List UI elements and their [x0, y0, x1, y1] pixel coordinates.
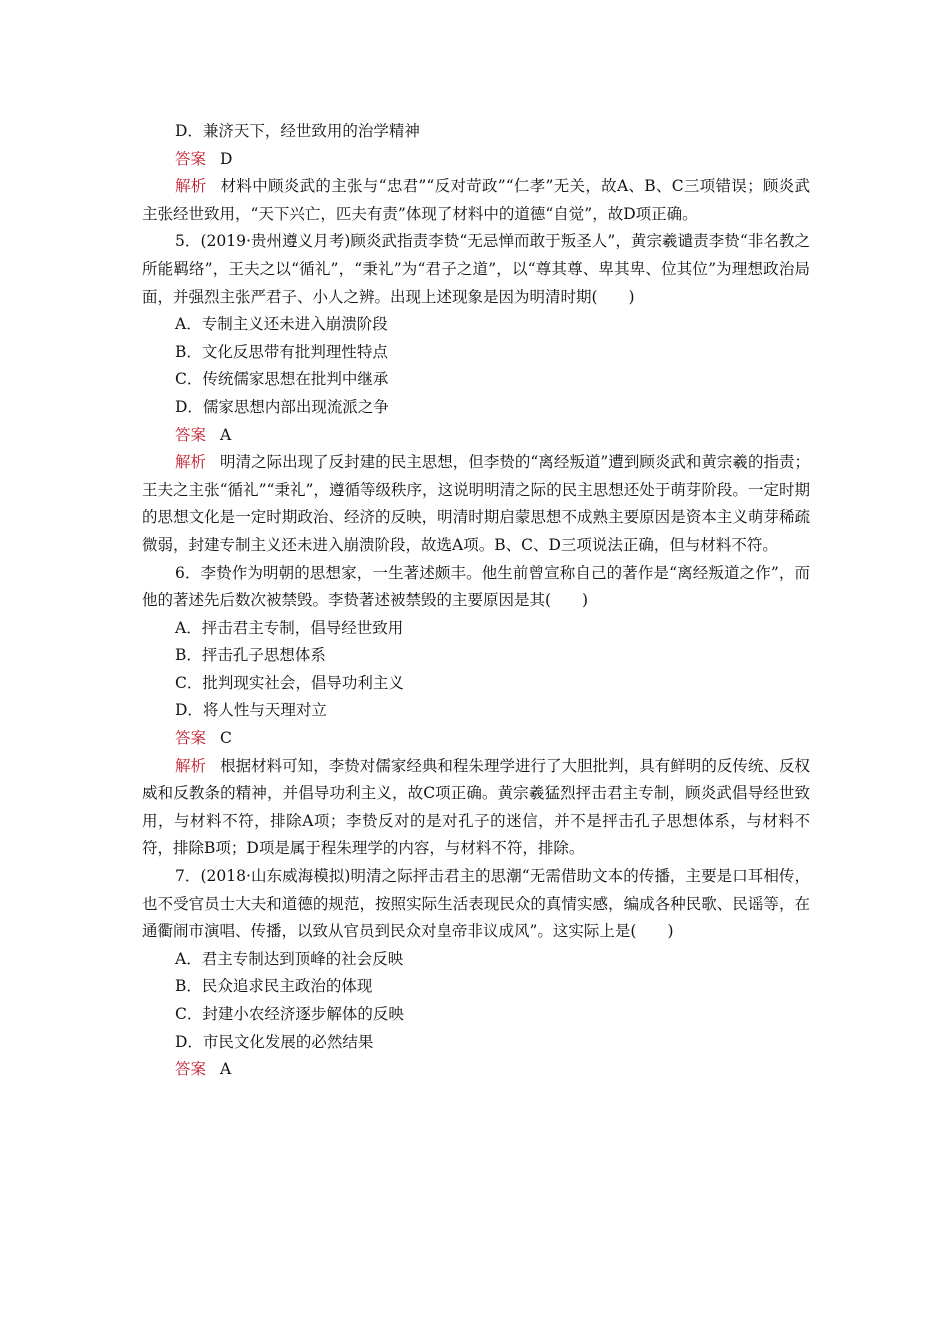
- q5-analysis: [142, 449, 810, 559]
- q4-analysis-text: 材料中顾炎武的主张与“忠君”“反对苛政”“仁孝”无关，故A、B、C三项错误；顾炎武主张经世致用，“天下兴亡，匹夫有责”体现了材料中的道德“自觉”，故D项正确。: [142, 177, 810, 223]
- q7-stem: 7．(2018·山东威海模拟)明清之际抨击君主的思潮“无需借助文本的传播，主要是口耳相传，也不受官员士大夫和道德的规范，按照实际生活表现民众的真情实感，编成各种民歌、民谣等，在通衢闹市演唱、传播，以致从官员到民众对皇帝非议成风”。这实际上是( ): [142, 867, 810, 941]
- q5-stem: 5．(2019·贵州遵义月考)顾炎武指责李贽“无忌惮而敢于叛圣人”，黄宗羲谴责李贽“非名教之所能羁络”，王夫之以“循礼”，“秉礼”为“君子之道”，以“尊其尊、卑其卑、位其位”为理想政治局面，并强烈主张严君子、小人之辨。出现上述现象是因为明清时期( ): [142, 232, 810, 306]
- q6-stem: 6．李贽作为明朝的思想家，一生著述颇丰。他生前曾宣称自己的著作是“离经叛道之作”，而他的著述先后数次被禁毁。李贽著述被禁毁的主要原因是其( ): [142, 563, 810, 610]
- q6-option-d: D．将人性与天理对立: [175, 701, 327, 720]
- q5-option-a: A．专制主义还未进入崩溃阶段: [175, 315, 388, 334]
- q4-option-d: D．兼济天下，经世致用的治学精神: [175, 122, 420, 140]
- answer-label: 答案: [175, 149, 207, 168]
- q6-analysis-text: 根据材料可知，李贽对儒家经典和程朱理学进行了大胆批判，具有鲜明的反传统、反权威和反教条的精神，并倡导功利主义，故C项正确。黄宗羲猛烈抨击君主专制，顾炎武倡导经世致用，与材料不符，排除A项；李贽反对的是对孔子的迷信，并不是抨击孔子思想体系，与材料不符，排除B项；D项是属于程朱理学的内容，与材料不符，排除。: [142, 756, 810, 858]
- q5-analysis-text: 明清之际出现了反封建的民主思想，但李贽的“离经叛道”遭到顾炎武和黄宗羲的指责；王夫之主张“循礼”“秉礼”，遵循等级秩序，这说明明清之际的民主思想还处于萌芽阶段。一定时期的思想文化是一定时期政治、经济的反映，明清时期启蒙思想不成熟主要原因是资本主义萌芽稀疏微弱，封建专制主义还未进入崩溃阶段，故选A项。B、C、D三项说法正确，但与材料不符。: [142, 453, 810, 554]
- q6-answer-value: C: [220, 729, 232, 748]
- analysis-label: 解析: [175, 453, 207, 472]
- analysis-label: 解析: [175, 756, 207, 775]
- q7-option-d: D．市民文化发展的必然结果: [175, 1032, 374, 1051]
- answer-label: 答案: [175, 729, 207, 748]
- analysis-label: 解析: [175, 177, 207, 196]
- q7-option-c: C．封建小农经济逐步解体的反映: [175, 1005, 404, 1023]
- q4-answer: [142, 146, 810, 174]
- q7-answer: [142, 1056, 810, 1084]
- q6-option-a: A．抨击君主专制，倡导经世致用: [175, 618, 404, 637]
- q7-answer-value: A: [220, 1060, 232, 1079]
- q7-option-b: B．民众追求民主政治的体现: [175, 977, 373, 996]
- q6-option-c: C．批判现实社会，倡导功利主义: [175, 673, 404, 692]
- q5-answer: [142, 422, 810, 450]
- q4-analysis: [142, 173, 810, 228]
- page-content: [142, 118, 810, 1084]
- q5-option-c: C．传统儒家思想在批判中继承: [175, 370, 389, 389]
- q6-analysis: [142, 753, 810, 863]
- q5-answer-value: A: [220, 425, 232, 444]
- q5-option-d: D．儒家思想内部出现流派之争: [175, 397, 389, 416]
- q5-option-b: B．文化反思带有批判理性特点: [175, 342, 388, 361]
- q6-option-b: B．抨击孔子思想体系: [175, 646, 326, 665]
- q6-answer: [142, 725, 810, 753]
- q7-option-a: A．君主专制达到顶峰的社会反映: [175, 949, 404, 968]
- answer-label: 答案: [175, 425, 207, 444]
- answer-label: 答案: [175, 1060, 207, 1079]
- q4-answer-value: D: [220, 149, 233, 168]
